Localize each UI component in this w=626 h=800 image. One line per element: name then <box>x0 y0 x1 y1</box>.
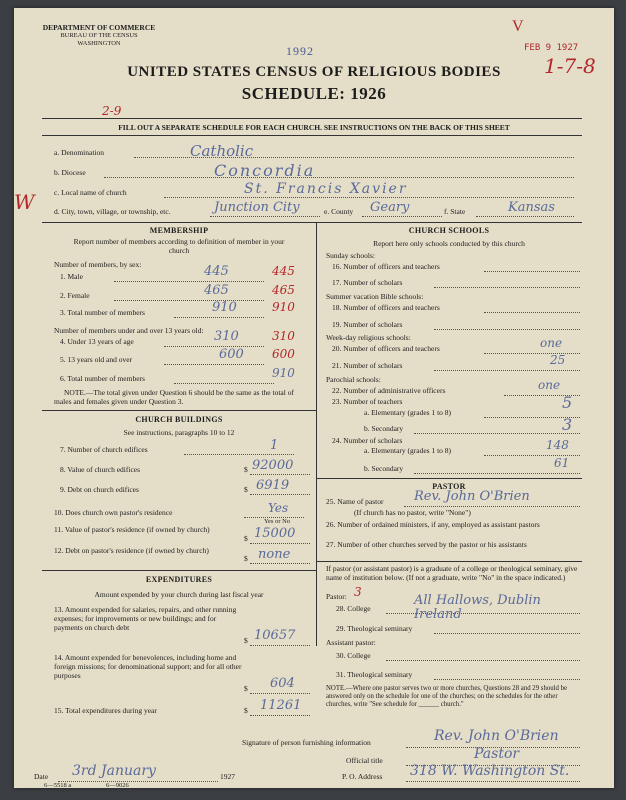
weekday-schools-label: Week-day religious schools: <box>326 333 411 342</box>
residence-debt-dollar: $ <box>244 554 248 563</box>
total-by-age-label: 6. Total number of members <box>60 374 145 383</box>
city-value: Junction City <box>214 200 300 215</box>
check-mark: V <box>512 18 524 35</box>
church-buildings-heading: CHURCH BUILDINGS <box>135 415 223 424</box>
graduate-note: If pastor (or assistant pastor) is a graduate of a college or theological seminary, give name of institution below. (If not a graduate, write "No" in the space indicated.) <box>326 564 578 582</box>
church-edifices-value: 1 <box>270 438 279 453</box>
edifice-debt-dollar: $ <box>244 485 248 494</box>
residence-value-label: 11. Value of pastor's residence (if owned by church) <box>54 525 210 534</box>
college-value: All Hallows, Dublin Ireland <box>414 593 541 622</box>
margin-w-mark: W <box>14 190 35 214</box>
teachers-elementary-value: 5 <box>562 393 573 412</box>
edifice-value-amount: 92000 <box>252 458 294 473</box>
running-expenses-label: 13. Amount expended for salaries, repairs, and other running expenses; for improvements or new buildings; and for payments on church debt <box>54 605 237 632</box>
weekday-officers-label: 20. Number of officers and teachers <box>332 344 440 353</box>
official-title-value: Pastor <box>474 746 520 762</box>
city-label: d. City, town, village, or township, etc. <box>54 207 171 216</box>
schedule-stamp-number: 1992 <box>286 44 314 58</box>
over-13-value: 600 <box>219 347 244 362</box>
teachers-secondary-label: b. Secondary <box>364 424 404 433</box>
total-expenditures-label: 15. Total expenditures during year <box>54 706 157 715</box>
department-header <box>24 24 174 48</box>
admin-officers-label: 22. Number of administrative officers <box>332 386 446 395</box>
scholars-label: 24. Number of scholars <box>332 436 403 445</box>
age-intro: Number of members under and over 13 years old: <box>54 326 204 335</box>
pastor-red-mark: 3 <box>354 585 362 599</box>
female-value: 465 <box>204 283 229 298</box>
teachers-elementary-label: a. Elementary (grades 1 to 8) <box>364 408 452 417</box>
red-margin-mark: 2-9 <box>102 104 122 118</box>
edifice-debt-amount: 6919 <box>256 478 290 493</box>
parochial-schools-label: Parochial schools: <box>326 375 381 384</box>
form-title: UNITED STATES CENSUS OF RELIGIOUS BODIES <box>127 64 501 80</box>
form-number: 6—5518 a <box>44 782 72 789</box>
summer-officers-label: 18. Number of officers and teachers <box>332 303 440 312</box>
signature-value: Rev. John O'Brien <box>434 728 559 744</box>
college-label: 28. College <box>336 604 371 613</box>
address-label: P. O. Address <box>342 772 383 781</box>
edifice-debt-label: 9. Debt on church edifices <box>60 485 139 494</box>
total-expenditures-amount: 11261 <box>260 698 302 713</box>
weekday-officers-value: one <box>540 336 563 350</box>
owns-residence-value: Yes <box>268 501 289 515</box>
total-members-red-value: 910 <box>272 300 295 314</box>
female-red-value: 465 <box>272 283 295 297</box>
owns-residence-label: 10. Does church own pastor's residence <box>54 508 173 517</box>
instructions-line: FILL OUT A SEPARATE SCHEDULE FOR EACH CHURCH. SEE INSTRUCTIONS ON THE BACK OF THIS SHEET <box>118 123 510 132</box>
residence-value-dollar: $ <box>244 534 248 543</box>
female-label: 2. Female <box>60 291 90 300</box>
total-members-label: 3. Total number of members <box>60 308 145 317</box>
total-members-value: 910 <box>212 300 237 315</box>
department-name: DEPARTMENT OF COMMERCE <box>42 23 156 32</box>
summer-schools-label: Summer vacation Bible schools: <box>326 292 424 301</box>
sunday-officers-label: 16. Number of officers and teachers <box>332 262 440 271</box>
expenditures-intro: Amount expended by your church during last fiscal year <box>94 590 264 599</box>
membership-intro: Report number of members according to definition of member in your church <box>73 237 285 255</box>
benevolences-label: 14. Amount expended for benevolences, including home and foreign missions; for denominational support; and for all other purposes <box>54 653 242 680</box>
form-code: 6—9026 <box>106 782 129 789</box>
under-13-label: 4. Under 13 years of age <box>60 337 134 346</box>
admin-officers-value: one <box>538 378 561 392</box>
running-expenses-dollar: $ <box>244 636 248 645</box>
over-13-red-value: 600 <box>272 347 295 361</box>
scholars-secondary-value: 61 <box>554 456 570 470</box>
members-by-sex-label: Number of members, by sex: <box>54 260 142 269</box>
church-edifices-label: 7. Number of church edifices <box>60 445 148 454</box>
edifice-value-label: 8. Value of church edifices <box>60 465 141 474</box>
residence-debt-amount: none <box>258 547 291 562</box>
diocese-label: b. Diocese <box>54 168 86 177</box>
received-date-stamp: FEB 9 1927 <box>524 43 579 53</box>
other-churches-label: 27. Number of other churches served by the pastor or his assistants <box>326 540 527 549</box>
official-title-label: Official title <box>346 756 383 765</box>
church-name-value: St. Francis Xavier <box>244 181 408 197</box>
date-label: Date <box>34 772 49 781</box>
pastor-name-value: Rev. John O'Brien <box>414 489 530 504</box>
sunday-scholars-label: 17. Number of scholars <box>332 278 403 287</box>
membership-note: NOTE.—The total given under Question 6 should be the same as the total of males and females given under Question 3. <box>54 388 294 406</box>
address-value: 318 W. Washington St. <box>410 763 570 779</box>
teachers-label: 23. Number of teachers <box>332 397 403 406</box>
total-by-age-value: 910 <box>272 366 295 380</box>
handwritten-code: 1-7-8 <box>544 54 596 78</box>
male-label: 1. Male <box>60 272 83 281</box>
under-13-red-value: 310 <box>272 329 295 343</box>
scholars-elementary-value: 148 <box>546 438 569 452</box>
date-value: 3rd January <box>72 763 156 779</box>
diocese-value: Concordia <box>214 161 316 180</box>
benevolences-dollar: $ <box>244 684 248 693</box>
signature-label: Signature of person furnishing information <box>242 738 371 747</box>
bureau-city: WASHINGTON <box>77 40 121 47</box>
scholars-elementary-label: a. Elementary (grades 1 to 8) <box>364 446 452 455</box>
assistant-college-label: 30. College <box>336 651 371 660</box>
church-schools-heading: CHURCH SCHOOLS <box>408 226 490 235</box>
assistant-pastor-label: Assistant pastor: <box>326 638 376 647</box>
under-13-value: 310 <box>214 329 239 344</box>
residence-value-amount: 15000 <box>254 526 296 541</box>
buildings-intro: See instructions, paragraphs 10 to 12 <box>123 428 235 437</box>
membership-heading: MEMBERSHIP <box>149 226 209 235</box>
yes-no-hint: Yes or No <box>264 518 291 525</box>
running-expenses-amount: 10657 <box>254 628 296 643</box>
expenditures-heading: EXPENDITURES <box>145 575 213 584</box>
male-value: 445 <box>204 264 229 279</box>
denomination-label: a. Denomination <box>54 148 104 157</box>
county-value: Geary <box>370 200 410 215</box>
residence-debt-label: 12. Debt on pastor's residence (if owned by church) <box>54 546 209 555</box>
seminary-label: 29. Theological seminary <box>336 624 413 633</box>
census-schedule-sheet <box>14 8 614 788</box>
male-red-value: 445 <box>272 264 295 278</box>
pastor-sub-label: Pastor: <box>326 592 347 601</box>
weekday-scholars-label: 21. Number of scholars <box>332 361 403 370</box>
church-name-label: c. Local name of church <box>54 188 127 197</box>
denomination-value: Catholic <box>190 142 254 160</box>
form-subtitle: SCHEDULE: 1926 <box>241 84 387 103</box>
schedule-note: NOTE.—Where one pastor serves two or more churches, Questions 28 and 29 should be answered only on the schedule for one of the churches; on the schedules for the other churches, write "See schedule for ______ church." <box>326 685 568 708</box>
pastor-name-label: 25. Name of pastor <box>326 497 384 506</box>
benevolences-amount: 604 <box>270 676 295 691</box>
scholars-secondary-label: b. Secondary <box>364 464 404 473</box>
bureau-name: BUREAU OF THE CENSUS <box>60 32 138 39</box>
date-year: 1927 <box>220 772 235 781</box>
pastor-name-note: (If church has no pastor, write "None") <box>354 508 471 517</box>
assistant-ministers-label: 26. Number of ordained ministers, if any, employed as assistant pastors <box>326 520 540 529</box>
teachers-secondary-value: 3 <box>562 415 573 434</box>
over-13-label: 5. 13 years old and over <box>60 355 133 364</box>
state-value: Kansas <box>508 200 555 215</box>
weekday-scholars-value: 25 <box>550 353 566 367</box>
sunday-schools-label: Sunday schools: <box>326 251 375 260</box>
pastor-heading: PASTOR <box>432 482 466 491</box>
total-expenditures-dollar: $ <box>244 706 248 715</box>
schools-intro: Report here only schools conducted by this church <box>373 239 525 248</box>
summer-scholars-label: 19. Number of scholars <box>332 320 403 329</box>
county-label: e. County <box>324 207 354 216</box>
state-label: f. State <box>444 207 466 216</box>
assistant-seminary-label: 31. Theological seminary <box>336 670 413 679</box>
edifice-value-dollar: $ <box>244 465 248 474</box>
